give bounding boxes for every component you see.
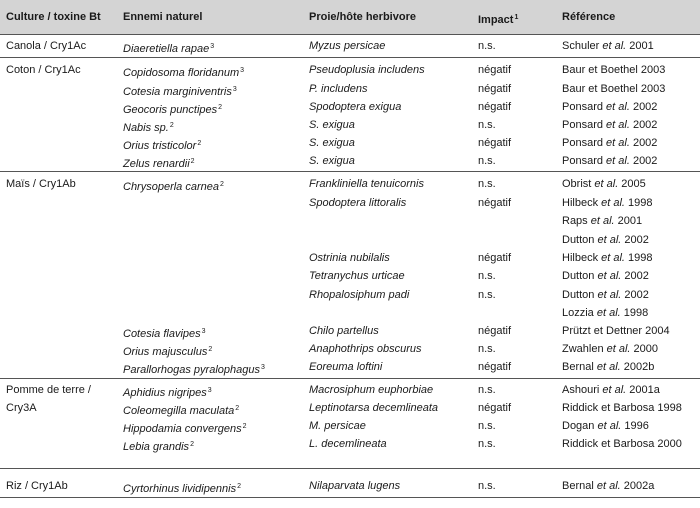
cell-enemy	[123, 119, 174, 135]
reference-part: Ponsard	[562, 137, 603, 149]
reference-part: et al.	[594, 420, 622, 432]
cell-enemy	[123, 384, 212, 400]
reference-part: et al.	[593, 480, 621, 492]
cell-impact: négatif	[478, 101, 512, 113]
enemy-footnote: 3	[232, 86, 237, 93]
cell-prey: S. exigua	[309, 137, 355, 149]
cell-reference: Prützt et Dettner 2004	[562, 325, 670, 337]
cell-impact: négatif	[478, 64, 512, 76]
enemy-name: Zelus renardii	[123, 158, 190, 170]
divider-mais	[0, 378, 700, 379]
reference-part: Raps	[562, 215, 588, 227]
cell-culture: Coton / Cry1Ac	[6, 64, 81, 76]
cell-reference	[562, 197, 653, 210]
header-impact-footnote: 1	[514, 14, 519, 21]
cell-reference	[562, 252, 653, 265]
divider-canola	[0, 57, 700, 58]
cell-reference	[562, 215, 642, 228]
cell-prey: S. exigua	[309, 119, 355, 131]
reference-part: 2005	[618, 178, 646, 190]
cell-enemy	[123, 83, 237, 99]
reference-part: Dutton	[562, 270, 595, 282]
reference-part: 2002	[621, 234, 649, 246]
reference-part: 1996	[621, 420, 649, 432]
cell-prey: Spodoptera exigua	[309, 101, 402, 113]
cell-impact: négatif	[478, 402, 512, 414]
cell-reference	[562, 420, 649, 433]
enemy-footnote: 2	[190, 441, 194, 448]
reference-part: Bernal	[562, 480, 594, 492]
cell-reference	[562, 40, 654, 53]
enemy-name: Cotesia marginiventris	[123, 86, 232, 98]
header-culture: Culture / toxine Bt	[6, 11, 101, 23]
cell-reference	[562, 101, 657, 114]
enemy-name: Diaeretiella rapae	[123, 43, 210, 55]
reference-part: et al.	[587, 215, 615, 227]
enemy-footnote: 2	[242, 423, 247, 430]
cell-impact: n.s.	[478, 270, 496, 282]
cell-culture: Cry3A	[6, 402, 37, 414]
reference-part: 2002	[629, 155, 658, 167]
reference-part: et al.	[602, 119, 630, 131]
cell-impact: négatif	[478, 83, 512, 95]
cell-prey: L. decemlineata	[309, 438, 387, 450]
enemy-name: Chrysoperla carnea	[123, 181, 219, 193]
reference-part: et al.	[602, 101, 630, 113]
reference-part: et al.	[591, 178, 619, 190]
reference-part: Lozzia	[562, 307, 594, 319]
reference-part: 1998	[620, 307, 649, 319]
cell-prey: Chilo partellus	[309, 325, 379, 337]
cell-enemy	[123, 64, 244, 80]
cell-impact: négatif	[478, 137, 512, 149]
cell-culture: Pomme de terre /	[6, 384, 91, 396]
header-reference: Référence	[562, 11, 616, 23]
cell-prey: Spodoptera littoralis	[309, 197, 407, 209]
cell-culture: Riz / Cry1Ab	[6, 480, 68, 492]
cell-reference	[562, 270, 649, 283]
reference-part: Obrist	[562, 178, 592, 190]
header-prey: Proie/hôte herbivore	[309, 11, 416, 23]
cell-reference	[562, 155, 657, 168]
reference-part: et al.	[598, 197, 625, 209]
reference-part: et al.	[603, 343, 631, 355]
header-impact	[478, 11, 518, 27]
reference-part: 2002	[629, 101, 658, 113]
header-enemy: Ennemi naturel	[123, 11, 203, 23]
cell-enemy	[123, 361, 265, 377]
enemy-footnote: 2	[218, 104, 223, 111]
reference-part: Ponsard	[562, 119, 603, 131]
cell-reference	[562, 480, 654, 493]
reference-part: Dutton	[562, 289, 595, 301]
header-rule	[0, 34, 700, 35]
reference-part: 2002	[629, 119, 658, 131]
enemy-name: Copidosoma floridanum	[123, 67, 240, 79]
enemy-footnote: 2	[169, 122, 174, 129]
enemy-name: Orius majusculus	[123, 346, 208, 358]
reference-part: et al.	[594, 270, 622, 282]
cell-enemy	[123, 420, 247, 436]
cell-reference	[562, 137, 657, 150]
cell-reference	[562, 234, 649, 247]
cell-enemy	[123, 137, 201, 153]
enemy-name: Cyrtorhinus lividipennis	[123, 483, 237, 495]
reference-part: Ponsard	[562, 155, 603, 167]
reference-part: 2002a	[620, 480, 655, 492]
cell-reference	[562, 361, 654, 374]
cell-prey: Eoreuma loftini	[309, 361, 383, 373]
cell-reference	[562, 119, 657, 132]
cell-reference: Baur et Boethel 2003	[562, 64, 666, 76]
cell-prey: Pseudoplusia includens	[309, 64, 425, 76]
cell-prey: P. includens	[309, 83, 368, 95]
reference-part: 1998	[624, 252, 653, 264]
reference-part: et al.	[594, 289, 622, 301]
cell-culture: Canola / Cry1Ac	[6, 40, 87, 52]
reference-part: et al.	[593, 307, 621, 319]
reference-part: 2001	[614, 215, 643, 227]
cell-enemy	[123, 101, 222, 117]
cell-prey: Rhopalosiphum padi	[309, 289, 410, 301]
enemy-name: Orius tristicolor	[123, 140, 197, 152]
cell-impact: n.s.	[478, 420, 496, 432]
cell-enemy	[123, 438, 194, 454]
cell-reference: Riddick et Barbosa 2000	[562, 438, 682, 450]
cell-culture: Maïs / Cry1Ab	[6, 178, 76, 190]
reference-part: 2002b	[620, 361, 655, 373]
reference-part: et al.	[599, 384, 627, 396]
cell-impact: négatif	[478, 252, 512, 264]
enemy-footnote: 2	[237, 483, 242, 490]
cell-enemy	[123, 480, 241, 496]
cell-reference	[562, 343, 658, 356]
cell-reference	[562, 289, 649, 302]
reference-part: 2001a	[626, 384, 660, 396]
enemy-footnote: 2	[190, 158, 195, 165]
enemy-name: Cotesia flavipes	[123, 328, 201, 340]
cell-prey: M. persicae	[309, 420, 366, 432]
enemy-name: Coleomegilla maculata	[123, 405, 235, 417]
cell-prey: Leptinotarsa decemlineata	[309, 402, 439, 414]
table-header	[0, 0, 700, 34]
enemy-footnote: 3	[207, 387, 212, 394]
cell-enemy	[123, 40, 214, 56]
cell-impact: négatif	[478, 361, 512, 373]
cell-impact: n.s.	[478, 155, 496, 167]
enemy-footnote: 2	[235, 405, 240, 412]
enemy-name: Lebia grandis	[123, 441, 190, 453]
cell-reference: Baur et Boethel 2003	[562, 83, 666, 95]
cell-impact: n.s.	[478, 480, 496, 492]
reference-part: 2001	[626, 40, 654, 52]
reference-part: et al.	[598, 252, 625, 264]
cell-prey: Myzus persicae	[309, 40, 386, 52]
cell-prey: Ostrinia nubilalis	[309, 252, 390, 264]
cell-impact: n.s.	[478, 119, 496, 131]
divider-pomme	[0, 468, 700, 469]
cell-enemy	[123, 325, 206, 341]
reference-part: Zwahlen	[562, 343, 604, 355]
reference-part: 2002	[621, 289, 649, 301]
reference-part: 2002	[629, 137, 658, 149]
cell-impact: négatif	[478, 325, 512, 337]
cell-impact: n.s.	[478, 438, 496, 450]
cell-impact: n.s.	[478, 343, 496, 355]
enemy-name: Aphidius nigripes	[123, 387, 207, 399]
reference-part: et al.	[593, 361, 621, 373]
cell-prey: Macrosiphum euphorbiae	[309, 384, 434, 396]
cell-impact: n.s.	[478, 384, 496, 396]
cell-impact: n.s.	[478, 178, 496, 190]
enemy-footnote: 2	[197, 140, 202, 147]
divider-riz	[0, 497, 700, 498]
cell-impact: n.s.	[478, 40, 496, 52]
reference-part: Hilbeck	[562, 197, 599, 209]
cell-reference	[562, 178, 646, 191]
divider-coton	[0, 171, 700, 172]
reference-part: et al.	[599, 40, 627, 52]
reference-part: Dutton	[562, 234, 595, 246]
cell-prey: Nilaparvata lugens	[309, 480, 401, 492]
cell-prey: Anaphothrips obscurus	[309, 343, 422, 355]
reference-part: et al.	[602, 155, 630, 167]
enemy-name: Parallorhogas pyralophagus	[123, 364, 260, 376]
cell-enemy	[123, 343, 212, 359]
reference-part: et al.	[594, 234, 622, 246]
enemy-footnote: 3	[201, 328, 206, 335]
reference-part: Ponsard	[562, 101, 603, 113]
reference-part: et al.	[602, 137, 630, 149]
enemy-name: Nabis sp.	[123, 122, 169, 134]
reference-part: Hilbeck	[562, 252, 599, 264]
enemy-footnote: 3	[240, 67, 245, 74]
cell-reference	[562, 384, 660, 397]
cell-enemy	[123, 155, 195, 171]
enemy-footnote: 2	[220, 181, 224, 188]
enemy-footnote: 3	[260, 364, 265, 371]
header-impact-label: Impact	[478, 14, 514, 26]
reference-part: Dogan	[562, 420, 595, 432]
enemy-footnote: 2	[208, 346, 213, 353]
enemy-name: Geocoris punctipes	[123, 104, 218, 116]
cell-impact: négatif	[478, 197, 512, 209]
cell-enemy	[123, 178, 224, 194]
cell-reference: Riddick et Barbosa 1998	[562, 402, 682, 414]
cell-enemy	[123, 402, 239, 418]
cell-prey: Tetranychus urticae	[309, 270, 405, 282]
reference-part: 2000	[630, 343, 659, 355]
enemy-name: Hippodamia convergens	[123, 423, 242, 435]
cell-reference	[562, 307, 648, 320]
cell-prey: Frankliniella tenuicornis	[309, 178, 424, 190]
reference-part: Bernal	[562, 361, 594, 373]
cell-impact: n.s.	[478, 289, 496, 301]
reference-part: 1998	[624, 197, 653, 209]
reference-part: 2002	[621, 270, 649, 282]
cell-prey: S. exigua	[309, 155, 355, 167]
enemy-footnote: 3	[210, 43, 215, 50]
reference-part: Schuler	[562, 40, 600, 52]
reference-part: Ashouri	[562, 384, 600, 396]
